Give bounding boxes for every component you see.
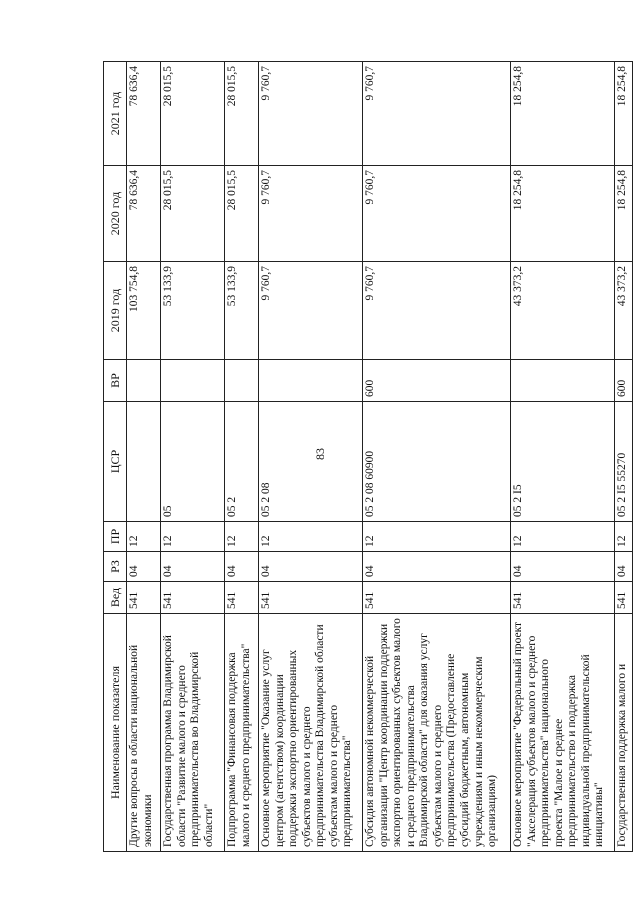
cell-2020: 18 254,8: [511, 166, 615, 262]
cell-csr: 05 2 08 60900: [363, 402, 511, 522]
header-ved: Вед: [104, 582, 127, 614]
cell-pr: 12: [511, 522, 615, 552]
cell-vr: [127, 360, 161, 402]
cell-2021: 28 015,5: [225, 62, 259, 166]
rotated-content: [103, 62, 628, 852]
cell-ved: 541: [225, 582, 259, 614]
cell-pr: 12: [225, 522, 259, 552]
header-csr: ЦСР: [104, 402, 127, 522]
header-name: Наименование показателя: [104, 614, 127, 852]
cell-csr: 05 2: [225, 402, 259, 522]
page-number: 83: [313, 448, 327, 460]
cell-2021: 18 254,8: [511, 62, 615, 166]
cell-2019: 53 133,9: [161, 262, 225, 360]
cell-ved: 541: [259, 582, 363, 614]
cell-rz: 04: [225, 552, 259, 582]
cell-2019: 53 133,9: [225, 262, 259, 360]
cell-rz: 04: [127, 552, 161, 582]
cell-ved: 541: [511, 582, 615, 614]
budget-table: [103, 61, 633, 852]
cell-ved: 541: [363, 582, 511, 614]
cell-pr: 12: [161, 522, 225, 552]
cell-vr: [161, 360, 225, 402]
cell-name: Субсидия автономной некоммерческой организации "Центр координации поддержки экспортно ориентированных субъектов малого и среднего предпринимательства Владимирской области" для оказания услуг субъектам малого и среднего предпринимательства (Предоставление субсидий бюджетным, автономным учреждениям и иным некоммерческим организациям): [363, 614, 511, 852]
table-row: [511, 62, 615, 852]
table-row: [259, 62, 363, 852]
cell-csr: [127, 402, 161, 522]
cell-2021: 18 254,8: [615, 62, 633, 166]
cell-name: Подпрограмма "Финансовая поддержка малого и среднего предпринимательства": [225, 614, 259, 852]
cell-rz: 04: [615, 552, 633, 582]
table-row: [363, 62, 511, 852]
table-header-row: [104, 62, 127, 852]
header-pr: ПР: [104, 522, 127, 552]
cell-2019: 9 760,7: [259, 262, 363, 360]
cell-csr: 05: [161, 402, 225, 522]
cell-ved: 541: [615, 582, 633, 614]
cell-pr: 12: [127, 522, 161, 552]
header-vr: ВР: [104, 360, 127, 402]
cell-2021: 9 760,7: [363, 62, 511, 166]
cell-csr: 05 2 I5: [511, 402, 615, 522]
header-rz: РЗ: [104, 552, 127, 582]
table-row: [615, 62, 633, 852]
cell-name: Основное мероприятие "Федеральный проект "Акселерация субъектов малого и среднего предпринимательства" национального проекта "Малое и среднее предпринимательство и поддержка индивидуальной предпринимательской инициативы": [511, 614, 615, 852]
cell-vr: [511, 360, 615, 402]
cell-vr: 600: [615, 360, 633, 402]
cell-name: Государственная поддержка малого и: [615, 614, 633, 852]
header-2019: 2019 год: [104, 262, 127, 360]
cell-2021: 78 636,4: [127, 62, 161, 166]
table-row: [161, 62, 225, 852]
cell-2019: 43 373,2: [511, 262, 615, 360]
cell-csr: 05 2 08: [259, 402, 363, 522]
cell-vr: 600: [363, 360, 511, 402]
cell-name: Основное мероприятие "Оказание услуг центром (агентством) координации поддержки экспортно ориентированных субъектов малого и среднего предпринимательства Владимирской области субъектам малого и среднего предпринимательства": [259, 614, 363, 852]
cell-2020: 28 015,5: [225, 166, 259, 262]
cell-name: Другие вопросы в области национальной экономики: [127, 614, 161, 852]
cell-pr: 12: [259, 522, 363, 552]
cell-2020: 28 015,5: [161, 166, 225, 262]
cell-2021: 28 015,5: [161, 62, 225, 166]
cell-rz: 04: [363, 552, 511, 582]
cell-ved: 541: [161, 582, 225, 614]
cell-csr: 05 2 I5 55270: [615, 402, 633, 522]
cell-2020: 9 760,7: [363, 166, 511, 262]
cell-2019: 9 760,7: [363, 262, 511, 360]
cell-pr: 12: [363, 522, 511, 552]
cell-2020: 78 636,4: [127, 166, 161, 262]
table-row: [127, 62, 161, 852]
cell-ved: 541: [127, 582, 161, 614]
cell-2021: 9 760,7: [259, 62, 363, 166]
cell-vr: [225, 360, 259, 402]
cell-2020: 9 760,7: [259, 166, 363, 262]
cell-2019: 103 754,8: [127, 262, 161, 360]
cell-rz: 04: [161, 552, 225, 582]
cell-2020: 18 254,8: [615, 166, 633, 262]
cell-pr: 12: [615, 522, 633, 552]
table-row: [225, 62, 259, 852]
cell-vr: [259, 360, 363, 402]
cell-2019: 43 373,2: [615, 262, 633, 360]
cell-rz: 04: [511, 552, 615, 582]
cell-rz: 04: [259, 552, 363, 582]
header-2020: 2020 год: [104, 166, 127, 262]
budget-table-sheet: [103, 62, 628, 852]
cell-name: Государственная программа Владимирской области "Развитие малого и среднего предпринимательства во Владимирской области": [161, 614, 225, 852]
header-2021: 2021 год: [104, 62, 127, 166]
